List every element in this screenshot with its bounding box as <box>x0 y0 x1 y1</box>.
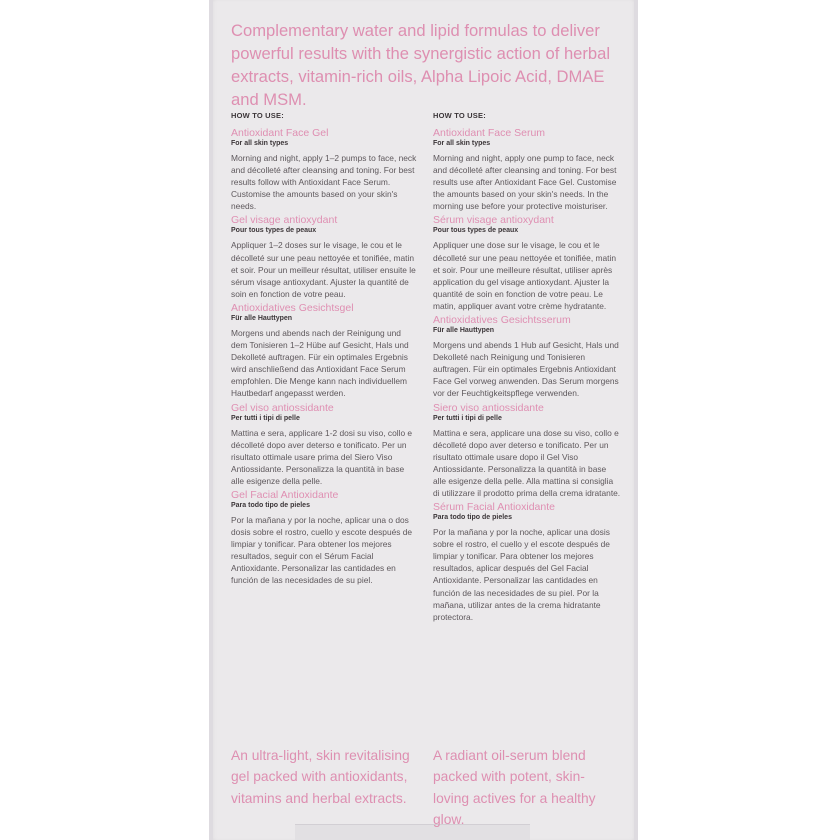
section-body: Morgens und abends nach der Reinigung und dem Tonisieren 1–2 Hübe auf Gesicht, Hals und Dekolleté auftragen. Für ein optimales Ergebnis wird anschließend das Antioxidant Face Serum empfohlen. Die Menge kann nach individuellem Hautbedarf angepasst werden. <box>231 327 409 399</box>
section-body: Mattina e sera, applicare 1-2 dosi su viso, collo e décolleté dopo aver deterso e tonificato. Per un risultato ottimale usare prima del Siero Viso Antiossidante. Personalizza la quantità in base alle esigenze della pelle. <box>231 427 413 486</box>
section-title: Gel visage antioxydant <box>231 214 338 227</box>
section-serum-facial-antioxidante <box>433 501 621 623</box>
section-body: Mattina e sera, applicare una dose su viso, collo e décolleté dopo aver deterso e tonificato. Per un risultato ottimale usare dopo il Gel Viso Antiossidante. Personalizza la quantità in base alle esigenze della pelle. Alla mattina si consiglia di utilizzare il prodotto prima della crema idratante. <box>433 427 621 498</box>
section-title: Antioxidatives Gesichtsgel <box>231 301 354 314</box>
section-antioxidatives-gesichtsgel <box>231 302 419 400</box>
section-skin-type: Für alle Hauttypen <box>433 327 495 335</box>
section-title: Sérum visage antioxydant <box>433 214 554 227</box>
section-body: Morgens und abends 1 Hub auf Gesicht, Hals und Dekolleté nach Reinigung und Tonisieren auftragen. Für ein optimales Ergebnis Antioxidant Face Gel vorweg anwenden. Das Serum morgens vor der Feuchtigkeitspflege verwenden. <box>433 340 619 399</box>
how-to-use-heading: HOW TO USE: <box>231 111 284 120</box>
section-title: Antioxidant Face Gel <box>231 127 329 139</box>
section-skin-type: Per tutti i tipi di pelle <box>231 414 300 422</box>
right-instructions-column <box>433 111 621 625</box>
section-body: Appliquer une dose sur le visage, le cou et le décolleté sur une peau nettoyée et tonifiée, matin et soir. Pour une meilleure résultat, utiliser après application du gel visage antioxydant. Ajuster la quantité de soin en fonction de votre peau. Le matin, appliquer avant votre crème hydratante. <box>433 240 616 311</box>
section-body: Por la mañana y por la noche, aplicar una o dos dosis sobre el rostro, cuello y escote después de limpiar y tonificar. Para obtener los mejores resultados, seguir con el Sérum Facial Antioxidante. Personalizar las cantidades en función de las necesidades de su piel. <box>231 514 413 586</box>
section-title: Antioxidatives Gesichtsserum <box>433 314 571 327</box>
section-skin-type: Pour tous types de peaux <box>231 227 317 235</box>
how-to-use-heading: HOW TO USE: <box>433 111 486 120</box>
section-skin-type: For all skin types <box>231 140 289 147</box>
section-serum-visage-antioxydant <box>433 214 621 312</box>
section-antioxidant-face-gel <box>231 127 419 212</box>
section-skin-type: For all skin types <box>433 140 491 147</box>
section-siero-viso-antiossidante <box>433 402 621 500</box>
section-title: Sérum Facial Antioxidante <box>433 501 555 514</box>
section-antioxidant-face-serum <box>433 127 621 212</box>
section-skin-type: Für alle Hauttypen <box>231 314 293 322</box>
section-gel-facial-antioxidante <box>231 489 419 587</box>
section-title: Siero viso antiossidante <box>433 401 544 414</box>
section-skin-type: Para todo tipo de pieles <box>433 514 512 522</box>
section-title: Gel viso antiossidante <box>231 401 334 414</box>
left-instructions-column <box>231 111 419 589</box>
section-skin-type: Per tutti i tipi di pelle <box>433 414 502 422</box>
section-title: Antioxidant Face Serum <box>433 127 546 139</box>
section-body: Morning and night, apply one pump to face, neck and décolleté after cleansing and toning. For best results use after Antioxidant Face Gel. Customise the amounts based on your skin's needs. In the morning use before your protective moisturiser. <box>433 153 617 212</box>
section-title: Gel Facial Antioxidante <box>231 488 339 501</box>
intro-text: Complementary water and lipid formulas to deliver powerful results with the synergistic action of herbal extracts, vitamin-rich oils, Alpha Lipoic Acid, DMAE and MSM. <box>231 21 611 109</box>
section-body: Appliquer 1–2 doses sur le visage, le cou et le décolleté sur une peau nettoyée et tonifiée, matin et soir. Pour un meilleur résultat, utiliser ensuite le sérum visage antioxydant. Ajuster la quantité de soin en fonction de votre peau. <box>231 240 416 299</box>
section-body: Morning and night, apply 1–2 pumps to face, neck and décolleté after cleansing and toning. For best results follow with Antioxidant Face Serum. Customise the amounts based on your skin's needs. <box>231 153 417 212</box>
section-gel-visage-antioxydant <box>231 214 419 299</box>
section-skin-type: Para todo tipo de pieles <box>231 501 310 509</box>
section-skin-type: Pour tous types de peaux <box>433 227 519 235</box>
box-right-fold <box>634 0 638 840</box>
tagline-face-serum: A radiant oil-serum blend packed with potent, skin-loving actives for a healthy glow. <box>433 748 596 827</box>
box-left-fold <box>209 0 213 840</box>
section-body: Por la mañana y por la noche, aplicar una dosis sobre el rostro, el cuello y el escote después de limpiar y tonificar. Para obtener los mejores resultados, aplicar después del Gel Facial Antioxidante. Personalizar las cantidades en función de las necesidades de su piel. Por la mañana, utilizar antes de la crema hidratante protectora. <box>433 527 610 622</box>
section-gel-viso-antiossidante <box>231 402 419 487</box>
section-antioxidatives-gesichtsserum <box>433 314 621 399</box>
tagline-face-gel: An ultra-light, skin revitalising gel packed with antioxidants, vitamins and herbal extracts. <box>231 748 410 806</box>
